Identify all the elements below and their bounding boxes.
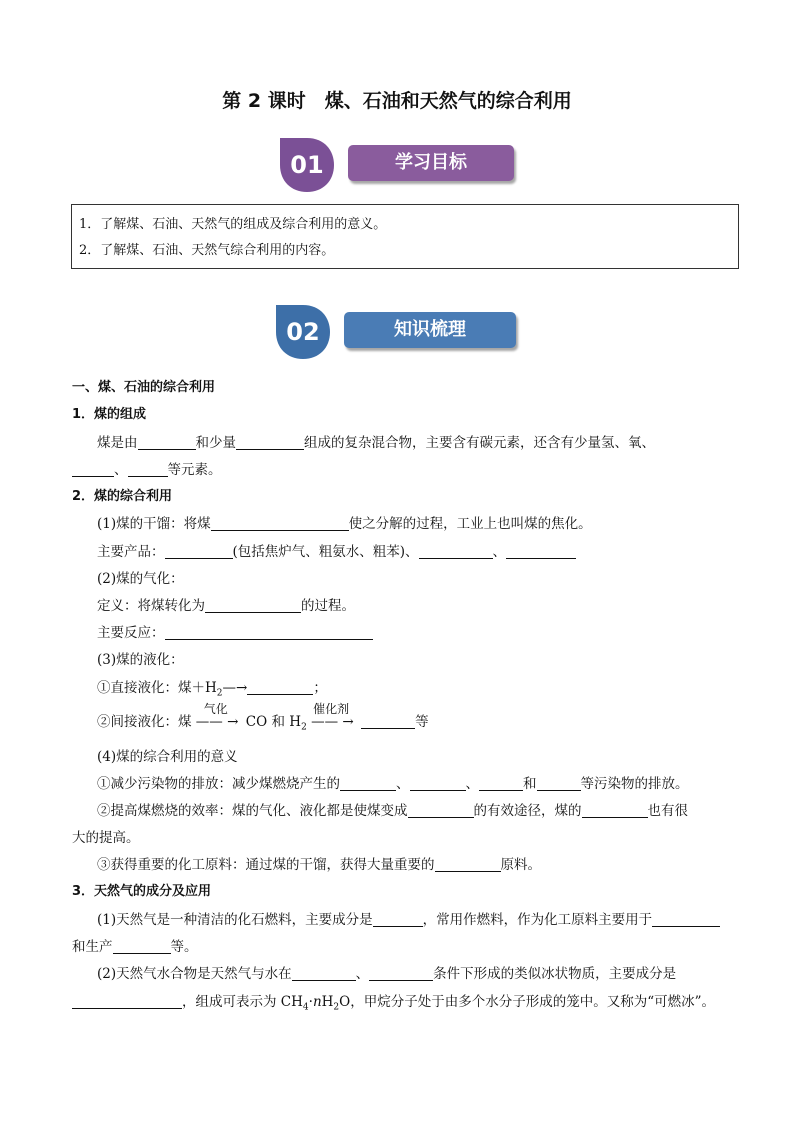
text-line: 和生产 等。 (72, 939, 198, 955)
fill-blank[interactable] (582, 803, 648, 818)
text-line: 煤是由 和少量 组成的复杂混合物，主要含有碳元素，还含有少量氢、氧、 (97, 435, 655, 451)
text-line: ②间接液化：煤 气化 —— →CO 和 $H_2$ 催化剂 —— → 等 (97, 702, 429, 733)
text-line: (1)天然气是一种清洁的化石燃料，主要成分是 ，常用作燃料，作为化工原料主要用于 (97, 908, 720, 928)
text-line: 、 等元素。 (72, 458, 222, 478)
fill-blank[interactable] (408, 803, 474, 818)
text-line: ②提高煤燃烧的效率：煤的气化、液化都是使煤变成 的有效途径，煤的 也有很 (97, 803, 688, 819)
reaction-arrow: 气化 —— → (195, 702, 239, 730)
fill-blank[interactable] (369, 966, 433, 981)
subheading-coal-utilization: 2．煤的综合利用 (72, 489, 173, 504)
fill-blank[interactable] (72, 462, 114, 477)
text-line: ，组成可表示为 $CH_4\cdot nH_2O$，甲烷分子处于由多个水分子形成的笼中。又称为“可燃冰”。 (72, 990, 715, 1013)
fill-blank[interactable] (138, 435, 196, 450)
text-line: 主要产品： (包括焦炉气、粗氨水、粗苯)、 、 (97, 540, 576, 560)
text-line: ①直接液化：煤$+H_2—\to$ ； (97, 680, 327, 699)
learning-goals-box (71, 204, 739, 269)
fill-blank[interactable] (128, 462, 168, 477)
text-line: (3)煤的液化： (97, 652, 184, 668)
subheading-natural-gas: 3．天然气的成分及应用 (72, 884, 212, 899)
text-line: (4)煤的综合利用的意义 (97, 749, 238, 765)
fill-blank[interactable] (72, 994, 182, 1009)
fill-blank[interactable] (373, 912, 423, 927)
text-line: 主要反应： (97, 621, 373, 641)
badge-number-02: 02 (274, 303, 332, 361)
fill-blank[interactable] (211, 516, 349, 531)
reaction-arrow: 催化剂 —— → (311, 702, 354, 730)
fill-blank[interactable] (205, 598, 301, 613)
fill-blank[interactable] (236, 435, 304, 450)
fill-blank[interactable] (247, 680, 313, 695)
section-badge-knowledge (274, 303, 520, 363)
section-badge-goals (278, 136, 518, 196)
text-line: (1)煤的干馏：将煤 使之分解的过程，工业上也叫煤的焦化。 (97, 516, 592, 532)
text-line: 大的提高。 (72, 830, 140, 846)
goal-item-1: 1．了解煤、石油、天然气的组成及综合利用的意义。 (79, 217, 387, 232)
fill-blank[interactable] (361, 714, 415, 729)
fill-blank[interactable] (652, 912, 720, 927)
text-line: (2)煤的气化： (97, 571, 184, 587)
fill-blank[interactable] (537, 776, 581, 791)
fill-blank[interactable] (479, 776, 523, 791)
text-line: ③获得重要的化工原料：通过煤的干馏，获得大量重要的 原料。 (97, 857, 541, 873)
page-title: 第 2 课时 煤、石油和天然气的综合利用 (222, 90, 572, 112)
badge-number-01: 01 (278, 136, 336, 194)
subheading-coal-composition: 1．煤的组成 (72, 407, 147, 422)
fill-blank[interactable] (435, 857, 501, 872)
text-line: (2)天然气水合物是天然气与水在 、 条件下形成的类似冰状物质，主要成分是 (97, 966, 677, 982)
goal-item-2: 2．了解煤、石油、天然气综合利用的内容。 (79, 243, 335, 258)
fill-blank[interactable] (292, 966, 356, 981)
fill-blank[interactable] (340, 776, 396, 791)
text-line: 定义：将煤转化为 的过程。 (97, 598, 355, 614)
badge-label-goals: 学习目标 (348, 145, 514, 181)
fill-blank[interactable] (410, 776, 466, 791)
fill-blank[interactable] (165, 544, 233, 559)
fill-blank[interactable] (506, 544, 576, 559)
fill-blank[interactable] (419, 544, 493, 559)
text-line: ①减少污染物的排放：减少煤燃烧产生的 、 、 和 等污染物的排放。 (97, 776, 689, 792)
section-heading-1: 一、煤、石油的综合利用 (72, 380, 216, 395)
badge-label-knowledge: 知识梳理 (344, 312, 516, 348)
fill-blank[interactable] (165, 625, 373, 640)
fill-blank[interactable] (113, 939, 171, 954)
